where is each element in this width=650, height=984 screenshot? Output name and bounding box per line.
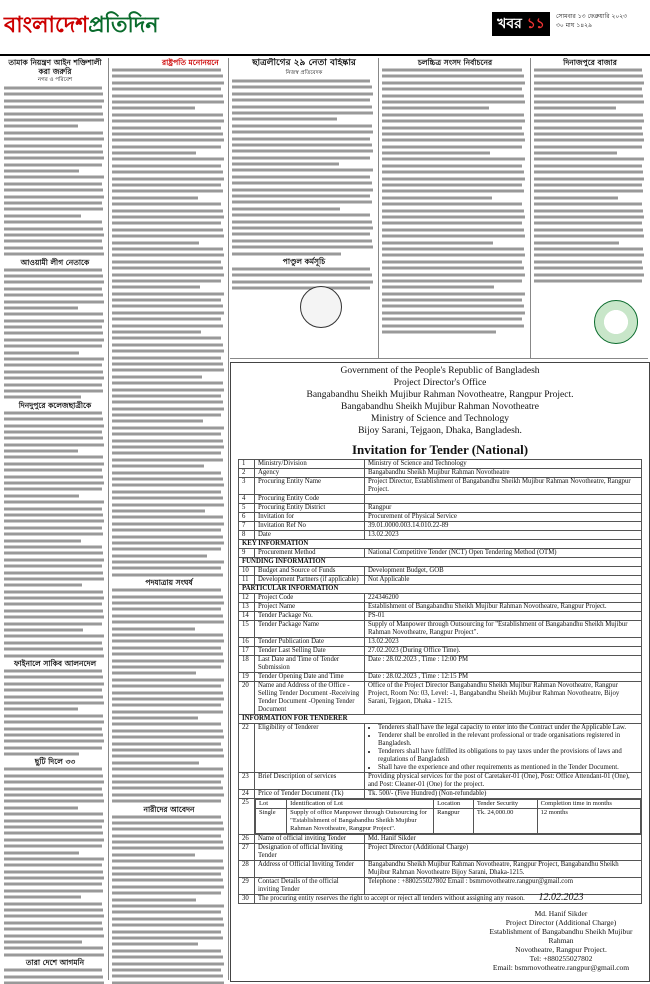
byline: নগর ও পরিবেশ <box>37 77 73 83</box>
row-key: Development Partners (if applicable) <box>255 576 365 585</box>
row-key: Agency <box>255 469 365 478</box>
row-number: 3 <box>239 478 255 495</box>
row-number: 10 <box>239 567 255 576</box>
table-row <box>239 549 642 558</box>
row-value: Providing physical services for the post of Caretaker-01 (One), Post: Office Attendant-01 (One), and Post: Cleaner-01 (One) for the project. <box>365 773 642 790</box>
table-row <box>239 603 642 612</box>
row-number: 7 <box>239 522 255 531</box>
row-number: 16 <box>239 638 255 647</box>
row-value: 13.02.2023 <box>365 638 642 647</box>
newspaper-logo <box>4 8 159 45</box>
table-row <box>239 638 642 647</box>
row-value <box>365 495 642 504</box>
article-body <box>232 78 376 257</box>
tender-office: Bijoy Sarani, Tejgaon, Dhaka, Bangladesh. <box>358 426 522 436</box>
row-value: 224346200 <box>365 594 642 603</box>
row-value: Project Director (Additional Charge) <box>365 844 642 861</box>
lot-cell-value: Tk. 24,000.00 <box>473 809 537 834</box>
date-bengali: ৩০ মাঘ ১৪২৯ <box>556 22 592 29</box>
signatory-name: Md. Hanif Sikder <box>534 909 588 918</box>
lot-cell <box>255 799 642 835</box>
row-key: Invitation Ref No <box>255 522 365 531</box>
table-row <box>239 522 642 531</box>
tender-notice <box>230 362 650 982</box>
table-row <box>239 773 642 790</box>
row-number: 20 <box>239 682 255 715</box>
tender-office: Bangabandhu Sheikh Mujibur Rahman Novotheatre <box>341 402 539 412</box>
row-value: Development Budget, GOB <box>365 567 642 576</box>
eligibility-item: • Tenderers shall have fulfilled its obligations to pay taxes under the provisions of laws and regulations of Bangladesh <box>378 748 638 764</box>
column-rule <box>228 58 229 980</box>
table-row <box>239 612 642 621</box>
row-value: Rangpur <box>365 504 642 513</box>
row-value: National Competitive Tender (NCT) Open Tendering Method (OTM) <box>365 549 642 558</box>
row-key: Invitation for <box>255 513 365 522</box>
row-key: Brief Description of services <box>255 773 365 790</box>
eligibility-list <box>365 724 642 773</box>
row-key: Address of Official Inviting Tender <box>255 861 365 878</box>
row-key: Contact Details of the official inviting Tender <box>255 878 365 895</box>
table-row <box>239 673 642 682</box>
row-value: Establishment of Bangabandhu Sheikh Mujibur Rahman Novotheatre, Rangpur Project. <box>365 603 642 612</box>
dateline <box>556 12 648 30</box>
lot-header: Location <box>434 800 474 809</box>
row-key: Budget and Source of Funds <box>255 567 365 576</box>
table-row <box>239 478 642 495</box>
lot-cell-value: Rangpur <box>434 809 474 834</box>
text-line <box>4 980 104 984</box>
row-key: Name and Address of the Office -Selling Tender Document -Receiving Tender Document -Opening Tender Document <box>255 682 365 715</box>
lot-header: Completion time in months <box>537 800 640 809</box>
column-rule <box>108 58 109 980</box>
column-rule <box>530 58 531 358</box>
article-body <box>534 67 646 284</box>
article-body <box>382 67 528 335</box>
headline: দিনদুপুরে কলেজছাত্রীকে <box>18 400 92 410</box>
table-row <box>239 724 642 773</box>
signature-date: 12.02.2023 <box>538 892 584 903</box>
column-rule <box>378 58 379 358</box>
article-body <box>4 410 106 659</box>
row-key: Project Code <box>255 594 365 603</box>
text-line <box>534 278 642 284</box>
row-number: 28 <box>239 861 255 878</box>
eligibility-item: • Tenderers shall have the legal capacity to enter into the Contract under the Applicable Law. <box>378 724 638 732</box>
article-body <box>4 766 106 958</box>
table-row <box>239 861 642 878</box>
section-heading: FUNDING INFORMATION <box>239 558 642 567</box>
section-heading: KEY INFORMATION <box>239 540 642 549</box>
row-number: 22 <box>239 724 255 773</box>
row-number: 15 <box>239 621 255 638</box>
section-divider <box>230 358 648 359</box>
tender-title: Invitation for Tender (National) <box>351 442 529 457</box>
tender-table <box>238 459 642 904</box>
headline: পাণ্ডুল কর্মসূচি <box>282 256 326 266</box>
article-body <box>232 266 376 292</box>
tender-office: Bangabandhu Sheikh Mujibur Rahman Novotheatre, Rangpur Project. <box>306 390 574 400</box>
row-value: Project Director, Establishment of Bangabandhu Sheikh Mujibur Rahman Novotheatre, Rangpur Project. <box>365 478 642 495</box>
organization-logo <box>300 286 342 328</box>
row-value: Not Applicable <box>365 576 642 585</box>
row-number: 14 <box>239 612 255 621</box>
lot-header: Tender Security <box>473 800 537 809</box>
signatory-email: Email: bsmrnovotheatre.rangpur@gmail.com <box>492 963 630 972</box>
headline: ফাইনালে সাকিব আলনদেল <box>13 658 97 668</box>
lot-cell-value: Supply of office Manpower through Outsourcing for "Establishment of Bangabandhu Sheikh Mujibur Rahman Novotheatre, Rangpur Project". <box>287 809 434 834</box>
article-body <box>112 814 226 984</box>
signatory-org: Novotheatre, Rangpur Project. <box>515 945 607 954</box>
row-value: Tk. 500/- (Five Hundred) (Non-refundable) <box>365 790 642 799</box>
row-key: Tender Opening Date and Time <box>255 673 365 682</box>
row-number: 26 <box>239 835 255 844</box>
lot-table <box>255 799 641 834</box>
row-value: 39.01.0000.003.14.010.22-89 <box>365 522 642 531</box>
table-row <box>239 460 642 469</box>
row-number: 23 <box>239 773 255 790</box>
row-key: Procuring Entity Name <box>255 478 365 495</box>
table-row <box>239 835 642 844</box>
section-heading: INFORMATION FOR TENDERER <box>239 715 642 724</box>
row-number: 1 <box>239 460 255 469</box>
column-2 <box>112 58 226 984</box>
row-number: 4 <box>239 495 255 504</box>
column-4 <box>382 58 528 358</box>
row-number: 25 <box>239 799 255 835</box>
eligibility-item: • Shall have the experience and other requirements as mentioned in the Tender Document. <box>378 764 638 772</box>
row-number: 9 <box>239 549 255 558</box>
table-row <box>239 531 642 540</box>
row-value: PS-01 <box>365 612 642 621</box>
row-number: 24 <box>239 790 255 799</box>
brand-part-b: প্রতিদিন <box>88 13 159 38</box>
article-body <box>4 967 106 984</box>
article-body <box>4 668 106 757</box>
lot-header: Identification of Lot <box>287 800 434 809</box>
tender-office: Project Director's Office <box>393 378 487 388</box>
row-number: 5 <box>239 504 255 513</box>
row-number: 27 <box>239 844 255 861</box>
row-key: Designation of official Inviting Tender <box>255 844 365 861</box>
row-value: Procurement of Physical Service <box>365 513 642 522</box>
headline: দিনাজপুরে বাজার <box>563 58 617 67</box>
table-row <box>239 504 642 513</box>
tender-org: Government of the People's Republic of Bangladesh <box>340 366 540 376</box>
text-line <box>382 329 496 335</box>
row-value: The procuring entity reserves the right to accept or reject all tenders without assigning any reason. <box>255 895 642 904</box>
headline: তারা দেশে আগমনি <box>25 958 85 968</box>
signature-block <box>481 893 641 972</box>
headline: তামাক নিয়ন্ত্রণ আইন শক্তিশালী করা জরুরি <box>8 58 102 76</box>
table-row <box>239 576 642 585</box>
row-value: Bangabandhu Sheikh Mujibur Rahman Novotheatre <box>365 469 642 478</box>
row-key: Procurement Method <box>255 549 365 558</box>
row-number: 17 <box>239 647 255 656</box>
row-value: Md. Hanif Sikder <box>365 835 642 844</box>
article-body <box>4 85 106 258</box>
row-key: Tender Last Selling Date <box>255 647 365 656</box>
table-row <box>239 469 642 478</box>
row-value: Office of the Project Director Bangabandhu Sheikh Mujibur Rahman Novotheatre, Rangpur Project, Room No: 03, Level: -1, Bangabandhu Sheikh Mujibur Rahman Novotheatre, Bijoy Sarani, Tejgaon, Dhaka - 1215. <box>365 682 642 715</box>
eligibility-item: • Tenderer shall be enrolled in the relevant professional or trade organisations registered in Bangladesh. <box>378 732 638 748</box>
row-number: 29 <box>239 878 255 895</box>
table-row <box>239 647 642 656</box>
section-tag <box>492 12 550 36</box>
row-key: Tender Package Name <box>255 621 365 638</box>
row-key: Ministry/Division <box>255 460 365 469</box>
row-value: Telephone : +880255027802 Email : bsmrnovotheatre.rangpur@gmail.com <box>365 878 642 895</box>
tender-office: Ministry of Science and Technology <box>371 414 509 424</box>
row-key: Procuring Entity Code <box>255 495 365 504</box>
table-row <box>239 621 642 638</box>
lot-header: Lot <box>256 800 287 809</box>
row-number: 30 <box>239 895 255 904</box>
headline: ছাত্রলীগের ২৯ নেতা বহিষ্কার <box>252 58 356 68</box>
row-number: 13 <box>239 603 255 612</box>
table-row <box>239 594 642 603</box>
lot-cell-value: Single <box>256 809 287 834</box>
table-row <box>239 567 642 576</box>
row-number: 18 <box>239 656 255 673</box>
row-key: Date <box>255 531 365 540</box>
row-value: Ministry of Science and Technology <box>365 460 642 469</box>
signatory-title: Project Director (Additional Charge) <box>505 918 617 927</box>
signatory-org: Establishment of Bangabandhu Sheikh Mujibur Rahman <box>489 927 633 945</box>
byline: নিজস্ব প্রতিবেদক <box>285 70 323 76</box>
row-value: Date : 28.02.2023 , Time : 12:00 PM <box>365 656 642 673</box>
section-heading: PARTICULAR INFORMATION <box>239 585 642 594</box>
table-row <box>239 495 642 504</box>
row-key: Name of official inviting Tender <box>255 835 365 844</box>
article-body <box>112 67 226 578</box>
table-row <box>239 790 642 799</box>
brand-part-a: বাংলাদেশ <box>4 13 89 38</box>
row-key: Last Date and Time of Tender Submission <box>255 656 365 673</box>
text-line <box>112 980 224 984</box>
row-key: Tender Publication Date <box>255 638 365 647</box>
row-value: 13.02.2023 <box>365 531 642 540</box>
row-number: 6 <box>239 513 255 522</box>
headline: চলচ্চিত্র সংসদ নির্বাচনের <box>417 58 493 67</box>
page-number: ১১ <box>526 16 545 32</box>
table-row <box>239 682 642 715</box>
row-number: 12 <box>239 594 255 603</box>
row-number: 2 <box>239 469 255 478</box>
row-value: Date : 28.02.2023 , Time : 12:15 PM <box>365 673 642 682</box>
text-line <box>232 285 370 291</box>
date-gregorian: সোমবার ১৩ ফেব্রুয়ারি ২০২৩ <box>556 13 628 20</box>
headline: ছুটি দিলে ৩৩ <box>34 757 76 767</box>
row-key: Eligibility of Tenderer <box>255 724 365 773</box>
lot-cell-value: 12 months <box>537 809 640 834</box>
article-body <box>4 267 106 401</box>
row-number: 11 <box>239 576 255 585</box>
headline: আওয়ামী লীগ নেতাকে <box>20 257 90 267</box>
row-key: Procuring Entity District <box>255 504 365 513</box>
row-value: Bangabandhu Sheikh Mujibur Rahman Novotheatre, Rangpur Project, Bangabandhu Sheikh Mujibur Rahman Novotheatre Bijoy Sarani, Dhaka-1215. <box>365 861 642 878</box>
row-value: Supply of Manpower through Outsourcing for "Establishment of Bangabandhu Sheikh Mujibur Rahman Novotheatre, Rangpur Project". <box>365 621 642 638</box>
table-row <box>239 656 642 673</box>
headline: নারীদের আবেদন <box>143 804 195 814</box>
row-key: Tender Package No. <box>255 612 365 621</box>
lot-table-row <box>239 799 642 835</box>
government-emblem-icon <box>594 300 638 344</box>
row-value: 27.02.2023 (During Office Time). <box>365 647 642 656</box>
column-5 <box>534 58 646 298</box>
table-row <box>239 513 642 522</box>
column-1 <box>4 58 106 984</box>
row-key: Project Name <box>255 603 365 612</box>
table-row <box>239 844 642 861</box>
headline: পদযাত্রায় সংঘর্ষ <box>145 578 193 588</box>
row-number: 19 <box>239 673 255 682</box>
article-body <box>112 587 226 804</box>
row-number: 8 <box>239 531 255 540</box>
signatory-tel: Tel: +880255027802 <box>529 954 593 963</box>
headline: রাষ্ট্রপতি মনোনয়নে <box>162 58 219 67</box>
row-key: Price of Tender Document (Tk) <box>255 790 365 799</box>
section-name: খবর <box>497 16 522 32</box>
